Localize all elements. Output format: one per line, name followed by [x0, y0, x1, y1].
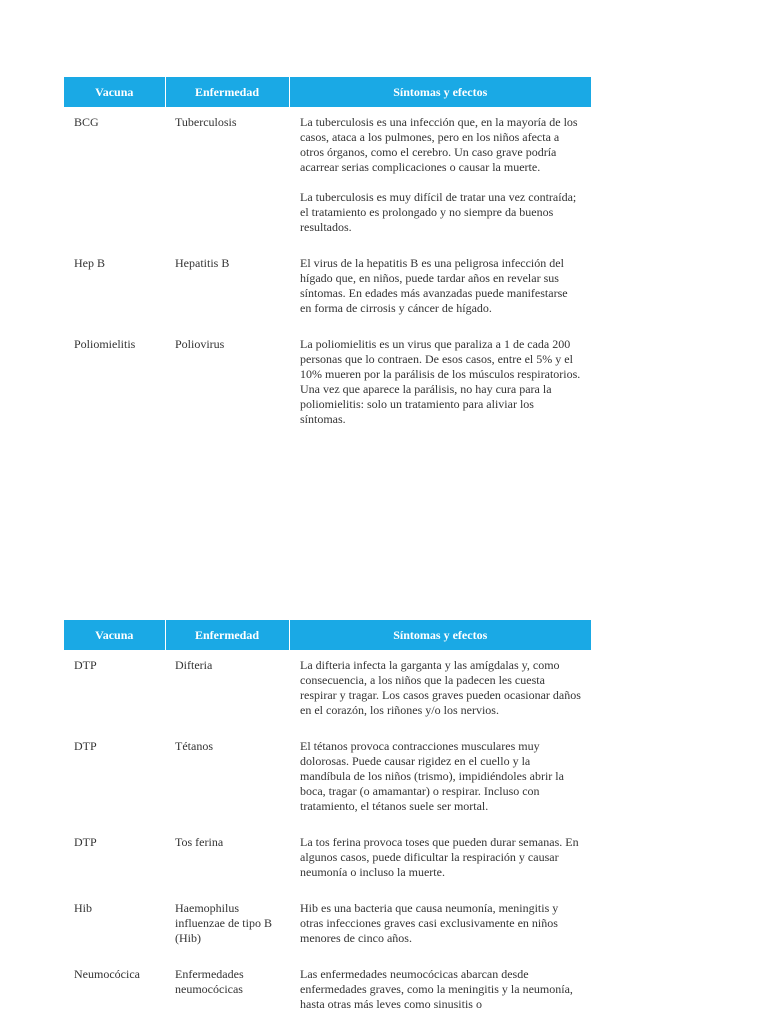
header-sintomas: Síntomas y efectos — [289, 77, 591, 107]
cell-sintomas — [289, 329, 591, 440]
header-enfermedad: Enfermedad — [165, 620, 289, 650]
cell-enfermedad: Difteria — [175, 658, 213, 672]
cell-sintomas — [289, 248, 591, 329]
vaccine-table-1 — [64, 77, 591, 440]
cell-enfermedad: Poliovirus — [175, 337, 225, 351]
sintomas-paragraph: La tuberculosis es una infección que, en la mayoría de los casos, ataca a los pulmones, pero en los niños afecta a otros órganos, como el cerebro. Un caso grave podría acarrear serias complicaciones o causar la muerte. — [300, 115, 578, 174]
cell-enfermedad: Enfermedades neumocócicas — [175, 967, 244, 996]
cell-enfermedad: Tos ferina — [175, 835, 224, 849]
vaccine-table-2 — [64, 620, 591, 1025]
cell-sintomas — [289, 893, 591, 959]
table-row — [64, 107, 591, 248]
table-row — [64, 650, 591, 731]
header-sintomas: Síntomas y efectos — [289, 620, 591, 650]
table-row — [64, 827, 591, 893]
sintomas-paragraph: El virus de la hepatitis B es una peligrosa infección del hígado que, en niños, puede tardar años en revelar sus síntomas. En edades más avanzadas puede manifestarse en forma de cirrosis y cáncer de hígado. — [300, 256, 568, 315]
table-header-row — [64, 77, 591, 107]
table-row — [64, 959, 591, 1025]
cell-vacuna: BCG — [74, 115, 99, 129]
cell-vacuna: Hep B — [74, 256, 105, 270]
table-header-row — [64, 620, 591, 650]
header-vacuna: Vacuna — [64, 77, 165, 107]
table-row — [64, 329, 591, 440]
sintomas-paragraph: Las enfermedades neumocócicas abarcan desde enfermedades graves, como la meningitis y la neumonía, hasta otras más leves como sinusitis o — [300, 967, 573, 1011]
cell-sintomas — [289, 107, 591, 248]
header-vacuna: Vacuna — [64, 620, 165, 650]
cell-vacuna: DTP — [74, 658, 97, 672]
sintomas-paragraph: La difteria infecta la garganta y las amígdalas y, como consecuencia, a los niños que la padecen les cuesta respirar y tragar. Los casos graves pueden ocasionar daños en el corazón, los riñones y/o los nervios. — [300, 658, 581, 717]
cell-vacuna: DTP — [74, 739, 97, 753]
cell-vacuna: Poliomielitis — [74, 337, 136, 351]
cell-sintomas — [289, 827, 591, 893]
table-row — [64, 248, 591, 329]
header-enfermedad: Enfermedad — [165, 77, 289, 107]
cell-vacuna: Hib — [74, 901, 92, 915]
sintomas-paragraph: La poliomielitis es un virus que paraliza a 1 de cada 200 personas que lo contraen. De esos casos, entre el 5% y el 10% mueren por la parálisis de los músculos respiratorios. Una vez que aparece la parálisis, no hay cura para la poliomielitis: solo un tratamiento para aliviar los síntomas. — [300, 337, 581, 426]
sintomas-paragraph: La tuberculosis es muy difícil de tratar una vez contraída; el tratamiento es prolongado y no siempre da buenos resultados. — [300, 190, 577, 234]
table-body — [64, 107, 591, 440]
cell-enfermedad: Haemophilus influenzae de tipo B (Hib) — [175, 901, 272, 945]
table-row — [64, 731, 591, 827]
cell-enfermedad: Tuberculosis — [175, 115, 237, 129]
sintomas-paragraph: La tos ferina provoca toses que pueden durar semanas. En algunos casos, puede dificultar la respiración y causar neumonía o incluso la muerte. — [300, 835, 579, 879]
cell-enfermedad: Hepatitis B — [175, 256, 230, 270]
cell-enfermedad: Tétanos — [175, 739, 213, 753]
table-row — [64, 893, 591, 959]
table-body — [64, 650, 591, 1025]
cell-sintomas — [289, 959, 591, 1025]
cell-vacuna: DTP — [74, 835, 97, 849]
sintomas-paragraph: Hib es una bacteria que causa neumonía, meningitis y otras infecciones graves casi exclusivamente en niños menores de cinco años. — [300, 901, 559, 945]
cell-vacuna: Neumocócica — [74, 967, 140, 981]
cell-sintomas — [289, 650, 591, 731]
sintomas-paragraph: El tétanos provoca contracciones musculares muy dolorosas. Puede causar rigidez en el cuello y la mandíbula de los niños (trismo), impidiéndoles abrir la boca, tragar (o amamantar) o respirar. Incluso con tratamiento, el tétanos suele ser mortal. — [300, 739, 564, 813]
cell-sintomas — [289, 731, 591, 827]
